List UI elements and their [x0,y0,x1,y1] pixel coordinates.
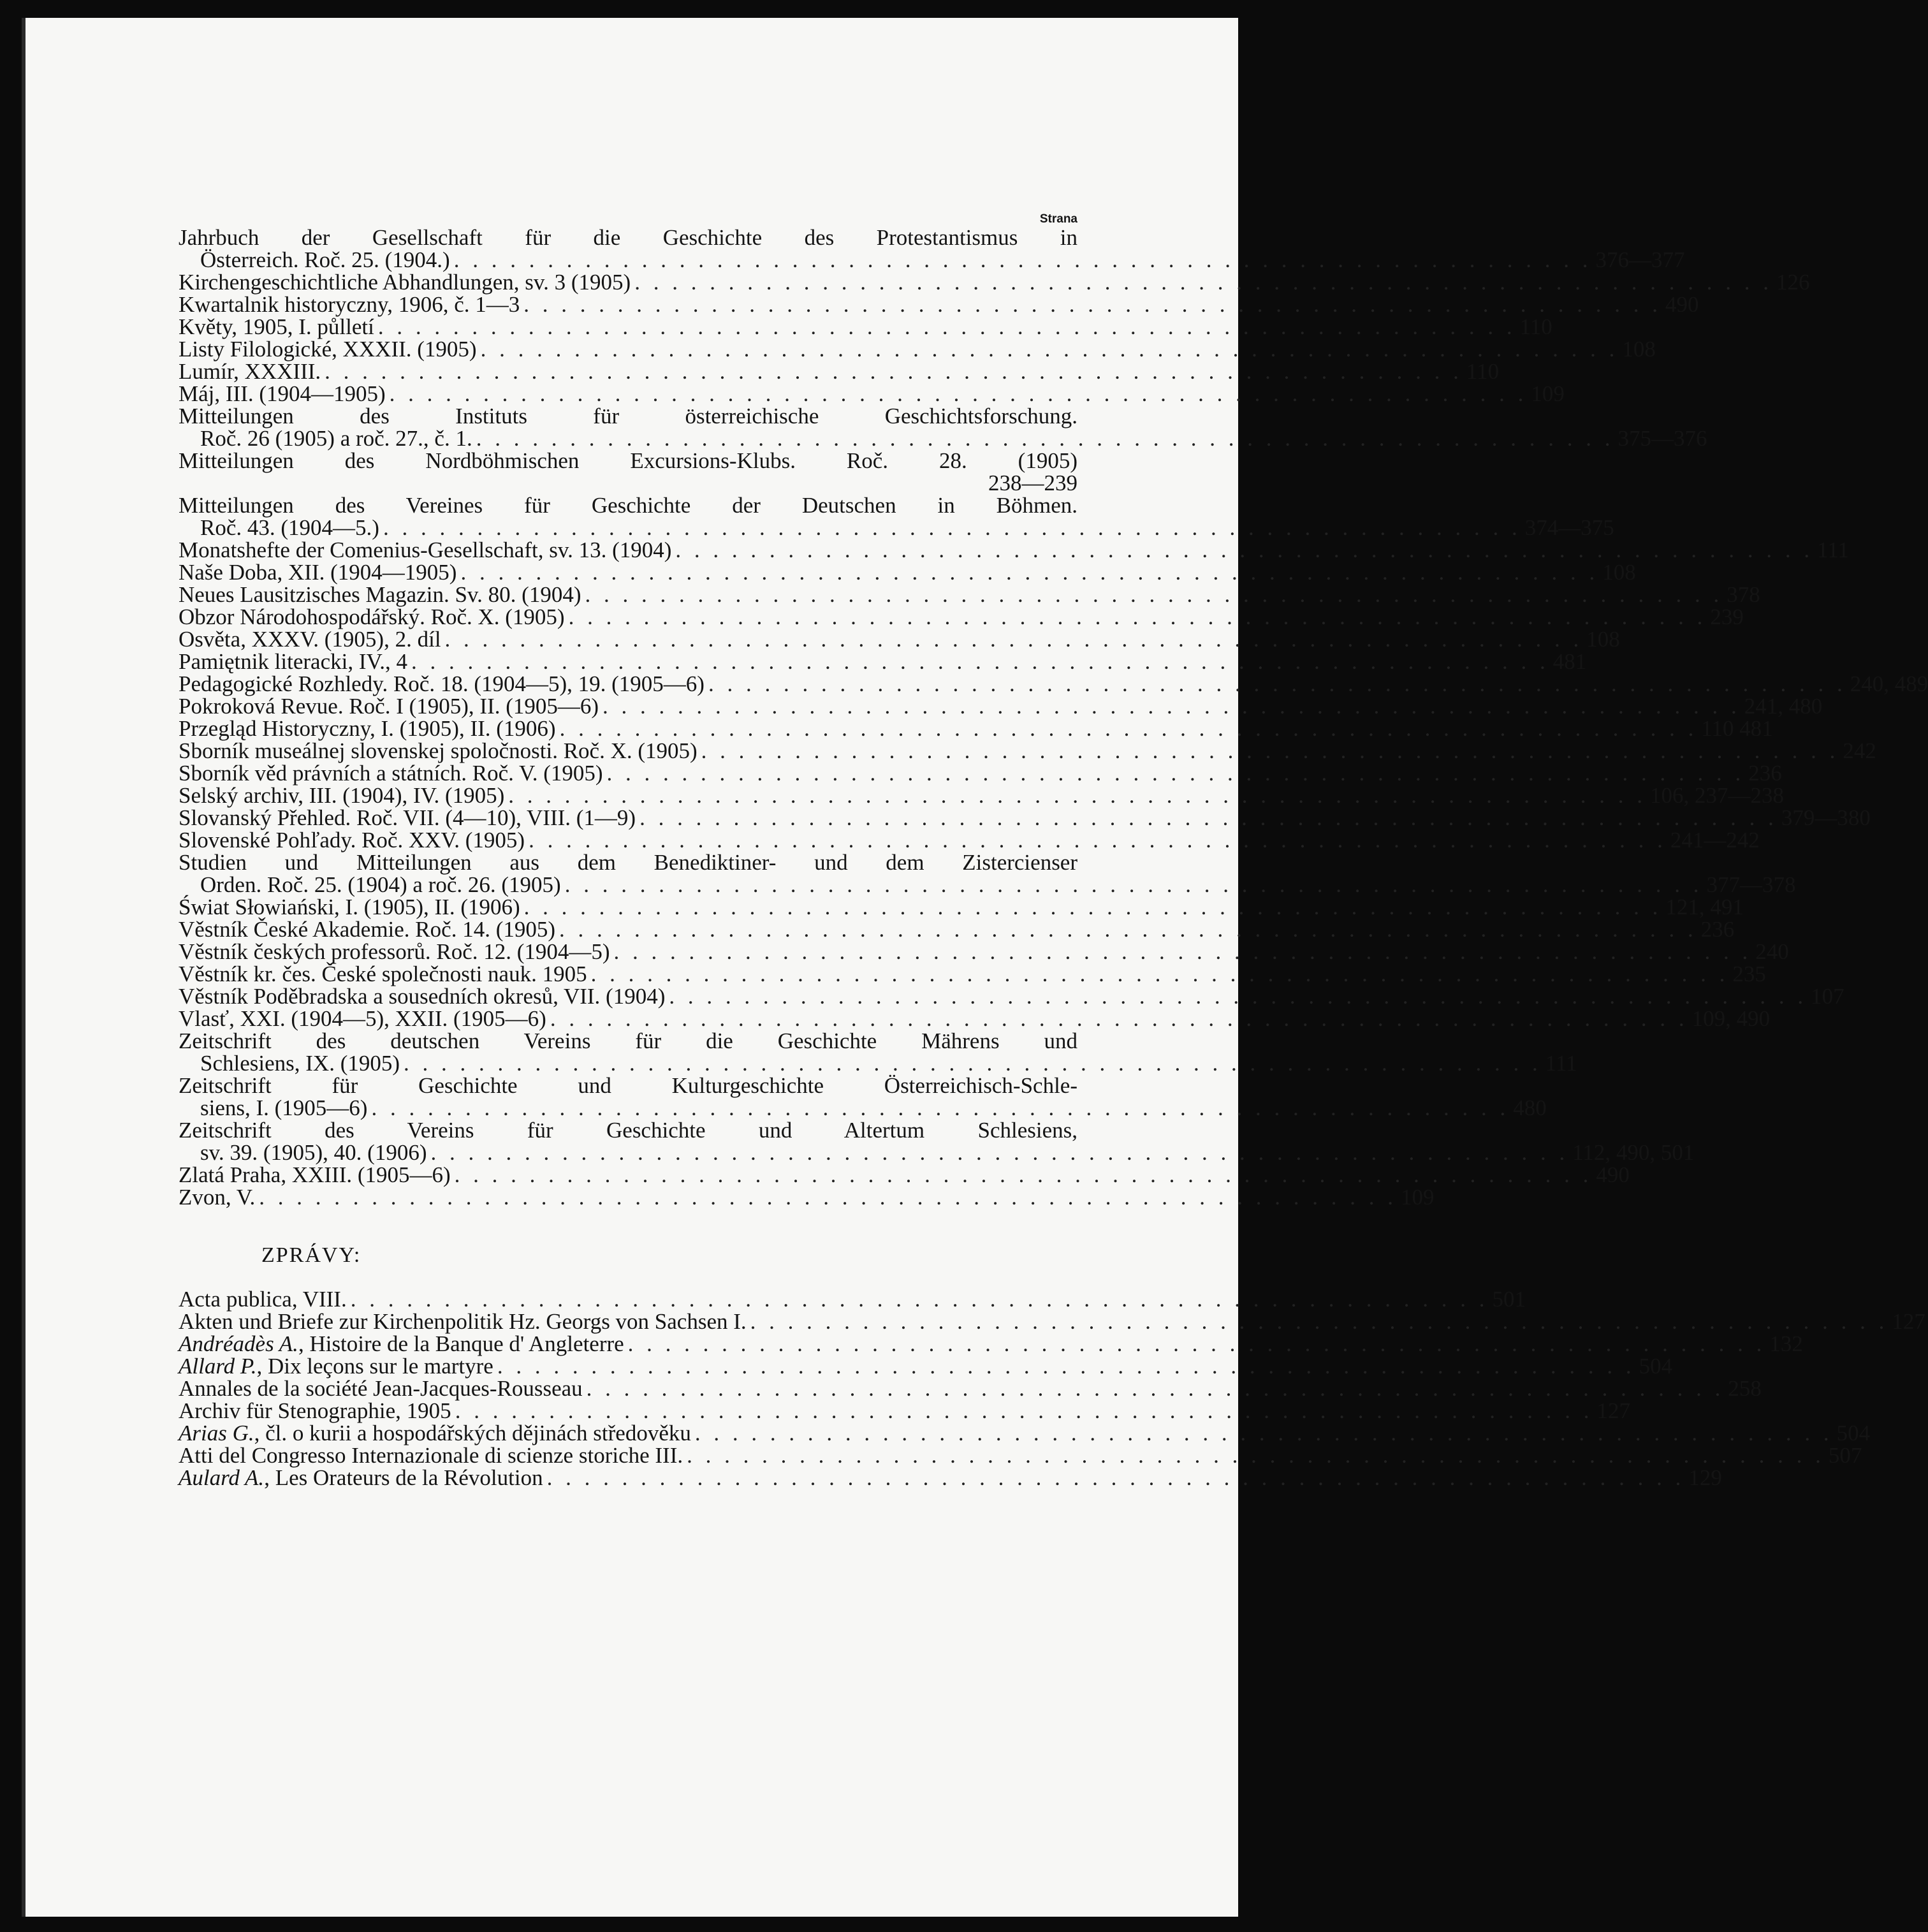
dot-leader: . . . . . . . . . . . . . . . . . . . . . . . . . . . . . . . . . . . . . . . . . . . . . . . . . . . . . . . . . . . . . [523,292,1662,317]
index-entry [179,738,1876,763]
entry-title: Zlatá Praha, XXIII. (1905—6) [179,1162,451,1187]
entry-page: 108 [1586,627,1620,652]
entry-page: 235 [1732,962,1766,986]
entry-page: 236 [1748,761,1782,786]
index-entry [179,895,1744,919]
index-entry [179,1140,1695,1165]
entry-page: 132 [1769,1331,1803,1356]
entry-title: siens, I. (1905—6) [200,1095,368,1120]
index-entry [179,560,1636,585]
entry-page: 379—380 [1781,805,1871,830]
entry-page: 504 [1836,1421,1871,1445]
entry-title: Květy, 1905, I. půlletí [179,314,374,339]
entry-page: 376—377 [1595,247,1685,272]
entry-title [179,1444,683,1467]
entry-title: Osvěta, XXXV. (1905), 2. díl [179,627,441,652]
entry-title-text: Archiv für Stenographie, 1905 [179,1398,451,1423]
entry-title: Przegląd Historyczny, I. (1905), II. (1906) [179,716,556,741]
entry-title: Pamiętnik literacki, IV., 4 [179,649,408,674]
entry-title: Kirchengeschichtliche Abhandlungen, sv. 3 (1905) [179,270,631,295]
index-entry [179,649,1587,674]
dot-leader: . . . . . . . . . . . . . . . . . . . . . . . . . . . . . . . . . . . . . . . . . . . . . . . . . . . . . . . . . . . . . [377,314,1516,339]
dot-leader: . . . . . . . . . . . . . . . . . . . . . . . . . . . . . . . . . . . . . . . . . . . . . . . . . . . . . . . . . . . . . [606,761,1745,786]
entry-title [179,1377,583,1400]
scanned-page [22,18,1928,1917]
index-entry-pages: 238—239 [988,471,1077,495]
dot-leader: . . . . . . . . . . . . . . . . . . . . . . . . . . . . . . . . . . . . . . . . . . . . . . . . . . . . . . . . . . . . . [523,895,1662,919]
entry-page: 377—378 [1706,872,1796,897]
entry-page: 374—375 [1524,515,1614,540]
entry-title: Orden. Roč. 25. (1904) a roč. 26. (1905) [200,872,561,897]
index-entry-line: Studien und Mitteilungen aus dem Benediktiner- und dem Zistercienser [179,850,1077,875]
dot-leader: . . . . . . . . . . . . . . . . . . . . . . . . . . . . . . . . . . . . . . . . . . . . . . . . . . . . . . . . . . . . . [669,984,1808,1009]
entry-title: Obzor Národohospodářský. Roč. X. (1905) [179,604,565,629]
entry-page: 107 [1811,984,1844,1009]
dot-leader: . . . . . . . . . . . . . . . . . . . . . . . . . . . . . . . . . . . . . . . . . . . . . . . . . . . . . . . . . . . . . [383,515,1521,540]
entry-title: Listy Filologické, XXXII. (1905) [179,337,477,362]
entry-page: 240 [1755,939,1789,964]
entry-page: 375—376 [1618,426,1707,451]
entry-page: 111 [1817,538,1850,562]
dot-leader: . . . . . . . . . . . . . . . . . . . . . . . . . . . . . . . . . . . . . . . . . . . . . . . . . . . . . . . . . . . . . [454,1162,1593,1187]
entry-title [179,1288,347,1310]
index-entry-line: Jahrbuch der Gesellschaft für die Geschichte des Protestantismus in [179,225,1077,250]
entry-title: Věstník českých professorů. Roč. 12. (1904—5) [179,939,610,964]
index-entry [179,627,1620,652]
entry-page: 236 [1700,917,1735,942]
entry-page: 241—242 [1670,828,1760,853]
entry-page: 241, 480 [1744,694,1823,719]
zpravy-entry [179,1354,1673,1379]
entry-title: Věstník kr. čes. České společnosti nauk. 1905 [179,962,587,986]
dot-leader: . . . . . . . . . . . . . . . . . . . . . . . . . . . . . . . . . . . . . . . . . . . . . . . . . . . . . . . . . . . . . [444,627,1583,652]
dot-leader: . . . . . . . . . . . . . . . . . . . . . . . . . . . . . . . . . . . . . . . . . . . . . . . . . . . . . . . . . . . . . [480,337,1619,362]
zpravy-list [179,1287,1925,1490]
zpravy-entry [179,1331,1803,1356]
entry-page: 501 [1492,1287,1526,1312]
dot-leader: . . . . . . . . . . . . . . . . . . . . . . . . . . . . . . . . . . . . . . . . . . . . . . . . . . . . . . . . . . . . . [497,1354,1635,1379]
index-entry [179,939,1789,964]
dot-leader: . . . . . . . . . . . . . . . . . . . . . . . . . . . . . . . . . . . . . . . . . . . . . . . . . . . . . . . . . . . . . [259,1185,1398,1210]
index-entry-line: Mitteilungen des Vereines für Geschichte der Deutschen in Böhmen. [179,493,1077,518]
index-entry [179,270,1810,295]
index-entry [179,426,1707,451]
index-entry [179,1185,1435,1210]
index-entry [179,314,1552,339]
entry-title: Naše Doba, XII. (1904—1905) [179,560,457,585]
index-entry [179,1095,1547,1120]
entry-page: 121, 491 [1665,895,1744,919]
dot-leader: . . . . . . . . . . . . . . . . . . . . . . . . . . . . . . . . . . . . . . . . . . . . . . . . . . . . . . . . . . . . . [694,1421,1833,1445]
dot-leader: . . . . . . . . . . . . . . . . . . . . . . . . . . . . . . . . . . . . . . . . . . . . . . . . . . . . . . . . . . . . . [586,1376,1725,1401]
index-entry [179,247,1685,272]
entry-title [179,1400,451,1422]
index-entry [179,872,1796,897]
entry-title-text: , Les Orateurs de la Révolution [264,1465,543,1490]
dot-leader: . . . . . . . . . . . . . . . . . . . . . . . . . . . . . . . . . . . . . . . . . . . . . . . . . . . . . . . . . . . . . [687,1443,1825,1468]
dot-leader: . . . . . . . . . . . . . . . . . . . . . . . . . . . . . . . . . . . . . . . . . . . . . . . . . . . . . . . . . . . . . [550,1006,1688,1031]
entry-title: Sborník věd právních a státních. Roč. V. (1905) [179,761,603,786]
entry-author: Arias G. [179,1421,254,1445]
entry-title: Österreich. Roč. 25. (1904.) [200,247,450,272]
dot-leader: . . . . . . . . . . . . . . . . . . . . . . . . . . . . . . . . . . . . . . . . . . . . . . . . . . . . . . . . . . . . . [404,1051,1542,1076]
entry-title: Slovanský Přehled. Roč. VII. (4—10), VIII. (1—9) [179,805,636,830]
dot-leader: . . . . . . . . . . . . . . . . . . . . . . . . . . . . . . . . . . . . . . . . . . . . . . . . . . . . . . . . . . . . . [455,1398,1593,1423]
entry-page: 239 [1710,604,1744,629]
entry-title-text: , Histoire de la Banque d' Angleterre [298,1331,624,1356]
entry-title [179,1333,624,1355]
dot-leader: . . . . . . . . . . . . . . . . . . . . . . . . . . . . . . . . . . . . . . . . . . . . . . . . . . . . . . . . . . . . . [675,538,1814,562]
entry-title: Věstník Poděbradska a sousedních okresů, VII. (1904) [179,984,666,1009]
page-binding-edge [22,18,26,1917]
dot-leader: . . . . . . . . . . . . . . . . . . . . . . . . . . . . . . . . . . . . . . . . . . . . . . . . . . . . . . . . . . . . . [546,1465,1685,1490]
index-entry [179,515,1614,540]
entry-title-text: Acta publica, VIII. [179,1287,347,1312]
entry-page: 504 [1639,1354,1673,1379]
index-entry [179,805,1871,830]
entry-title: Máj, III. (1904—1905) [179,381,386,406]
dot-leader: . . . . . . . . . . . . . . . . . . . . . . . . . . . . . . . . . . . . . . . . . . . . . . . . . . . . . . . . . . . . . [460,560,1599,585]
index-entry-line: Mitteilungen des Nordböhmischen Excursions-Klubs. Roč. 28. (1905) [179,448,1077,473]
entry-title-text: , čl. o kurii a hospodářských dějinách středověku [254,1421,691,1445]
entry-title: Monatshefte der Comenius-Gesellschaft, sv. 13. (1904) [179,538,672,562]
dot-leader: . . . . . . . . . . . . . . . . . . . . . . . . . . . . . . . . . . . . . . . . . . . . . . . . . . . . . . . . . . . . . [350,1287,1489,1312]
entry-title: Sborník museálnej slovenskej spoločnosti. Roč. X. (1905) [179,738,697,763]
index-entry [179,671,1928,696]
dot-leader: . . . . . . . . . . . . . . . . . . . . . . . . . . . . . . . . . . . . . . . . . . . . . . . . . . . . . . . . . . . . . [602,694,1741,719]
zpravy-entry [179,1421,1871,1445]
dot-leader: . . . . . . . . . . . . . . . . . . . . . . . . . . . . . . . . . . . . . . . . . . . . . . . . . . . . . . . . . . . . . [389,381,1528,406]
entry-title: Pedagogické Rozhledy. Roč. 18. (1904—5), 19. (1905—6) [179,671,705,696]
entry-page: 127 [1596,1398,1630,1423]
entry-title: Zvon, V. [179,1185,256,1210]
entry-page: 109, 490 [1691,1006,1771,1031]
entry-page: 108 [1602,560,1636,585]
entry-page: 129 [1688,1465,1722,1490]
dot-leader: . . . . . . . . . . . . . . . . . . . . . . . . . . . . . . . . . . . . . . . . . . . . . . . . . . . . . . . . . . . . . [634,270,1772,295]
entry-page: 507 [1828,1443,1862,1468]
dot-leader: . . . . . . . . . . . . . . . . . . . . . . . . . . . . . . . . . . . . . . . . . . . . . . . . . . . . . . . . . . . . . [708,671,1846,696]
index-entry-line: Mitteilungen des Instituts für österreichische Geschichtsforschung. [179,404,1077,428]
zpravy-entry [179,1287,1526,1312]
dot-leader: . . . . . . . . . . . . . . . . . . . . . . . . . . . . . . . . . . . . . . . . . . . . . . . . . . . . . . . . . . . . . [325,359,1463,384]
entry-title: Slovenské Pohľady. Roč. XXV. (1905) [179,828,525,853]
entry-page: 480 [1513,1095,1547,1120]
entry-title: Pokroková Revue. Roč. I (1905), II. (1905—6) [179,694,599,719]
index-entry [179,828,1760,853]
dot-leader: . . . . . . . . . . . . . . . . . . . . . . . . . . . . . . . . . . . . . . . . . . . . . . . . . . . . . . . . . . . . . [750,1309,1888,1334]
dot-leader: . . . . . . . . . . . . . . . . . . . . . . . . . . . . . . . . . . . . . . . . . . . . . . . . . . . . . . . . . . . . . [701,738,1839,763]
entry-page: 109 [1401,1185,1435,1210]
entry-title: Roč. 43. (1904—5.) [200,515,379,540]
index-column [179,212,1928,1490]
entry-title [179,1310,747,1333]
entry-title: Věstník České Akademie. Roč. 14. (1905) [179,917,556,942]
dot-leader: . . . . . . . . . . . . . . . . . . . . . . . . . . . . . . . . . . . . . . . . . . . . . . . . . . . . . . . . . . . . . [430,1140,1569,1165]
index-entry [179,1006,1771,1031]
dot-leader: . . . . . . . . . . . . . . . . . . . . . . . . . . . . . . . . . . . . . . . . . . . . . . . . . . . . . . . . . . . . . [476,426,1614,451]
entry-title-text: Annales de la société Jean-Jacques-Rousseau [179,1376,583,1401]
entry-title-text: Atti del Congresso Internazionale di scienze storiche III. [179,1443,683,1468]
entry-page: 108 [1622,337,1656,362]
dot-leader: . . . . . . . . . . . . . . . . . . . . . . . . . . . . . . . . . . . . . . . . . . . . . . . . . . . . . . . . . . . . . [529,828,1667,853]
entry-page: 109 [1531,381,1565,406]
index-entry [179,538,1850,562]
entry-title: Roč. 26 (1905) a roč. 27., č. 1. [200,426,472,451]
dot-leader: . . . . . . . . . . . . . . . . . . . . . . . . . . . . . . . . . . . . . . . . . . . . . . . . . . . . . . . . . . . . . [585,582,1723,607]
entry-title: Neues Lausitzisches Magazin. Sv. 80. (1904) [179,582,581,607]
dot-leader: . . . . . . . . . . . . . . . . . . . . . . . . . . . . . . . . . . . . . . . . . . . . . . . . . . . . . . . . . . . . . [613,939,1752,964]
zpravy-entry [179,1398,1630,1423]
entry-title: Vlasť, XXI. (1904—5), XXII. (1905—6) [179,1006,546,1031]
dot-leader: . . . . . . . . . . . . . . . . . . . . . . . . . . . . . . . . . . . . . . . . . . . . . . . . . . . . . . . . . . . . . [590,962,1729,986]
entry-page: 110 [1519,314,1552,339]
index-entry [179,604,1744,629]
strana-label: Strana [1039,212,1077,226]
zpravy-entry [179,1465,1722,1490]
entry-author: Aulard A. [179,1465,265,1490]
index-entry [179,783,1785,808]
entry-page: 127 [1892,1309,1925,1334]
dot-leader: . . . . . . . . . . . . . . . . . . . . . . . . . . . . . . . . . . . . . . . . . . . . . . . . . . . . . . . . . . . . . [371,1095,1510,1120]
index-entry [179,716,1773,741]
periodicals-list [179,225,1928,1210]
section-title: ZPRÁVY: [261,1243,362,1267]
dot-leader: . . . . . . . . . . . . . . . . . . . . . . . . . . . . . . . . . . . . . . . . . . . . . . . . . . . . . . . . . . . . . [627,1331,1766,1356]
index-entry-line: Zeitschrift für Geschichte und Kulturgeschichte Österreichisch-Schle- [179,1073,1077,1098]
dot-leader: . . . . . . . . . . . . . . . . . . . . . . . . . . . . . . . . . . . . . . . . . . . . . . . . . . . . . . . . . . . . . [568,604,1707,629]
zpravy-entry [179,1309,1925,1334]
entry-title: Schlesiens, IX. (1905) [200,1051,400,1076]
dot-leader: . . . . . . . . . . . . . . . . . . . . . . . . . . . . . . . . . . . . . . . . . . . . . . . . . . . . . . . . . . . . . [559,917,1697,942]
index-entry [179,984,1844,1009]
entry-page: 481 [1552,649,1587,674]
entry-title-text: Akten und Briefe zur Kirchenpolitik Hz. Georgs von Sachsen I. [179,1309,747,1334]
entry-page: 490 [1596,1162,1630,1187]
index-entry-line: Zeitschrift des deutschen Vereins für die Geschichte Mährens und [179,1028,1077,1053]
index-entry [179,1162,1630,1187]
entry-page: 110 [1466,359,1500,384]
entry-page: 106, 237—238 [1650,783,1785,808]
index-entry [179,761,1782,786]
entry-title: sv. 39. (1905), 40. (1906) [200,1140,427,1165]
index-entry [179,359,1500,384]
index-entry [179,694,1823,719]
index-entry [179,381,1565,406]
entry-page: 111 [1545,1051,1577,1076]
index-entry [179,1051,1577,1076]
entry-page: 242 [1843,738,1876,763]
entry-page: 378 [1727,582,1760,607]
dot-leader: . . . . . . . . . . . . . . . . . . . . . . . . . . . . . . . . . . . . . . . . . . . . . . . . . . . . . . . . . . . . . [564,872,1703,897]
entry-title-text: , Dix leçons sur le martyre [256,1354,493,1379]
entry-title: Kwartalnik historyczny, 1906, č. 1—3 [179,292,520,317]
entry-page: 126 [1776,270,1810,295]
entry-page: 258 [1728,1376,1762,1401]
entry-title: Selský archiv, III. (1904), IV. (1905) [179,783,505,808]
dot-leader: . . . . . . . . . . . . . . . . . . . . . . . . . . . . . . . . . . . . . . . . . . . . . . . . . . . . . . . . . . . . . [411,649,1549,674]
entry-title: Świat Słowiański, I. (1905), II. (1906) [179,895,520,919]
dot-leader: . . . . . . . . . . . . . . . . . . . . . . . . . . . . . . . . . . . . . . . . . . . . . . . . . . . . . . . . . . . . . [508,783,1647,808]
index-entry-line: Zeitschrift des Vereins für Geschichte und Altertum Schlesiens, [179,1118,1077,1143]
dot-leader: . . . . . . . . . . . . . . . . . . . . . . . . . . . . . . . . . . . . . . . . . . . . . . . . . . . . . . . . . . . . . [559,716,1698,741]
entry-title [179,1467,543,1489]
entry-author: Andréadès A. [179,1331,298,1356]
zpravy-entry [179,1443,1862,1468]
index-entry [179,917,1735,942]
entry-page: 112, 490, 501 [1572,1140,1695,1165]
entry-page: 490 [1665,292,1699,317]
entry-page: 110 481 [1701,716,1773,741]
entry-title: Lumír, XXXIII. [179,359,321,384]
entry-title [179,1422,691,1444]
index-entry [179,582,1760,607]
entry-page: 240, 489 [1850,671,1928,696]
entry-author: Allard P. [179,1354,257,1379]
index-entry [179,337,1656,362]
index-entry [179,292,1699,317]
zpravy-entry [179,1376,1762,1401]
entry-title [179,1355,493,1377]
dot-leader: . . . . . . . . . . . . . . . . . . . . . . . . . . . . . . . . . . . . . . . . . . . . . . . . . . . . . . . . . . . . . [453,247,1592,272]
index-entry [179,962,1766,986]
dot-leader: . . . . . . . . . . . . . . . . . . . . . . . . . . . . . . . . . . . . . . . . . . . . . . . . . . . . . . . . . . . . . [639,805,1778,830]
